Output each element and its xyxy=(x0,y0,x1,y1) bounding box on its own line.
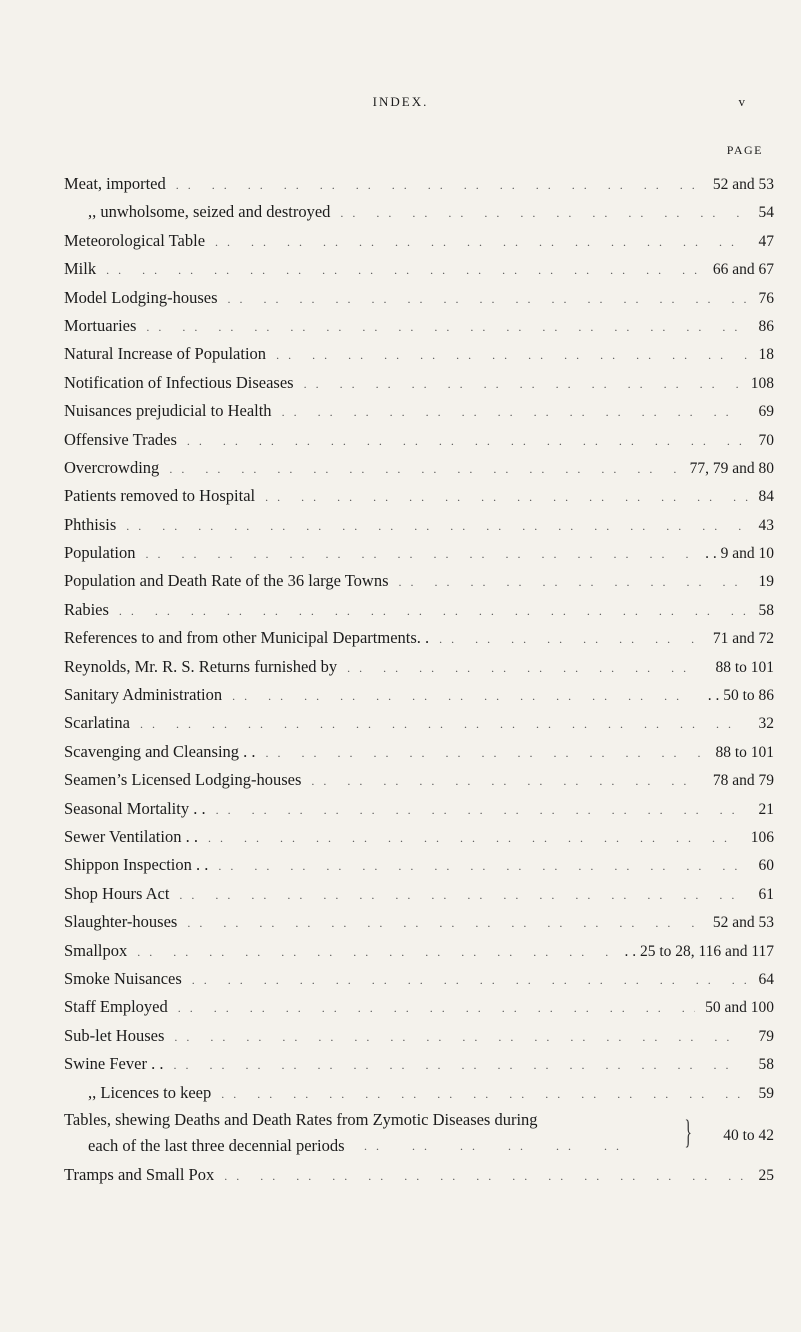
entry-page: 59 xyxy=(758,1084,774,1102)
dot-leader xyxy=(276,341,748,369)
entry-label: Patients removed to Hospital xyxy=(64,486,256,506)
entry-label: Scarlatina xyxy=(64,713,130,733)
entry-page: 18 xyxy=(758,346,774,364)
dot-leader xyxy=(228,285,749,313)
dot-leader xyxy=(265,483,748,511)
entry-label: Phthisis xyxy=(64,514,117,534)
entry-label: Offensive Trades xyxy=(64,429,177,449)
index-entry xyxy=(64,965,774,993)
entry-page: 60 xyxy=(758,857,774,875)
entry-page: 84 xyxy=(758,488,774,506)
entry-label: Scavenging and Cleansing . . xyxy=(64,741,256,761)
index-entry xyxy=(64,766,774,794)
dot-leader xyxy=(340,199,748,227)
index-entry xyxy=(64,482,774,510)
page-number: v xyxy=(738,94,745,109)
entry-label: ,, Licences to keep xyxy=(88,1082,212,1102)
entry-label: Seasonal Mortality . . xyxy=(64,798,206,818)
index-entry xyxy=(64,397,774,425)
entry-page: 58 xyxy=(758,601,774,619)
dot-leader xyxy=(119,597,749,625)
dot-leader xyxy=(176,171,703,199)
entry-label: Shippon Inspection . . xyxy=(64,855,209,875)
dot-leader xyxy=(137,938,614,966)
dot-leader xyxy=(146,540,696,568)
dot-leader xyxy=(216,796,749,824)
entry-label: Notification of Infectious Diseases xyxy=(64,372,294,392)
entry-label: ,, unwholsome, seized and destroyed xyxy=(88,202,331,222)
dot-leader xyxy=(439,625,703,653)
running-head: INDEX. xyxy=(372,94,429,109)
index-entry xyxy=(64,624,774,652)
entry-label: Natural Increase of Population xyxy=(64,344,267,364)
entry-page: 86 xyxy=(758,317,774,335)
index-entry xyxy=(64,823,774,851)
entry-page: 79 xyxy=(758,1027,774,1045)
entry-page: 106 xyxy=(750,828,774,846)
entry-list xyxy=(64,170,774,1107)
dot-leader xyxy=(221,1080,748,1108)
dot-leader xyxy=(224,1162,748,1190)
entry-label: Seamen’s Licensed Lodging-houses xyxy=(64,770,302,790)
entry-label: Shop Hours Act xyxy=(64,883,170,903)
index-entry xyxy=(64,738,774,766)
dot-leader xyxy=(232,682,698,710)
entry-page: 40 to 42 xyxy=(723,1126,774,1144)
entry-page: 43 xyxy=(758,516,774,534)
dot-leader xyxy=(218,852,748,880)
dot-leader xyxy=(178,994,695,1022)
entry-label: Nuisances prejudicial to Health xyxy=(64,401,272,421)
entry-page: 52 and 53 xyxy=(712,914,774,932)
dot-leader xyxy=(311,767,702,795)
index-entry xyxy=(64,709,774,737)
dot-leader xyxy=(187,909,703,937)
dot-leader xyxy=(174,1023,748,1051)
index-entry xyxy=(64,284,774,312)
dot-leader xyxy=(266,739,706,767)
index-entry xyxy=(64,567,774,595)
entry-page: 54 xyxy=(758,204,774,222)
brace-icon: } xyxy=(684,1113,692,1151)
entry-page: 32 xyxy=(758,715,774,733)
entry-label: Milk xyxy=(64,259,97,279)
dot-leader xyxy=(304,370,741,398)
entry-label: Reynolds, Mr. R. S. Returns furnished by xyxy=(64,656,338,676)
index-entry-tables xyxy=(64,1107,774,1161)
entry-page: 21 xyxy=(758,800,774,818)
entry-page: 19 xyxy=(758,573,774,591)
entry-page: 47 xyxy=(758,232,774,250)
index-entry xyxy=(64,681,774,709)
dot-leader xyxy=(179,881,748,909)
index-entry xyxy=(64,1050,774,1078)
entry-page: 76 xyxy=(758,289,774,307)
dot-leader xyxy=(146,313,748,341)
dot-leader xyxy=(106,256,703,284)
entry-page: 25 xyxy=(758,1166,774,1184)
index-entry xyxy=(64,340,774,368)
entry-page: 70 xyxy=(758,431,774,449)
dot-leader xyxy=(187,427,749,455)
dot-leader xyxy=(140,710,749,738)
entry-label: Overcrowding xyxy=(64,457,160,477)
dot-leader xyxy=(347,654,705,682)
index-entry xyxy=(64,255,774,283)
entry-page: 77, 79 and 80 xyxy=(689,459,774,477)
dot-leader xyxy=(215,228,748,256)
entry-page: . . 50 to 86 xyxy=(707,687,774,705)
entry-label: Meat, imported xyxy=(64,174,166,193)
entry-label: Swine Fever . . xyxy=(64,1054,164,1074)
entry-page: . . 9 and 10 xyxy=(705,545,774,563)
index-entry-tramps xyxy=(64,1161,774,1189)
dot-leader: . . . . . . . . . . . . xyxy=(364,1138,622,1153)
entry-page: 50 and 100 xyxy=(705,999,774,1017)
index-entry xyxy=(64,369,774,397)
entry-label: References to and from other Municipal Departments. . xyxy=(64,628,430,648)
index-entry xyxy=(64,908,774,936)
index-entry xyxy=(64,198,774,226)
index-entry xyxy=(64,511,774,539)
entry-label: Staff Employed xyxy=(64,997,168,1017)
dot-leader xyxy=(126,512,748,540)
index-entry xyxy=(64,312,774,340)
index-entry xyxy=(64,426,774,454)
entry-page: 71 and 72 xyxy=(712,630,774,648)
entry-page: 108 xyxy=(750,374,774,392)
entry-page: 61 xyxy=(758,885,774,903)
entry-label: Smoke Nuisances xyxy=(64,968,182,988)
index-entry xyxy=(64,653,774,681)
entry-page: 88 to 101 xyxy=(715,743,774,761)
index-entry xyxy=(64,454,774,482)
dot-leader xyxy=(173,1051,748,1079)
index-entry xyxy=(64,227,774,255)
index-entries xyxy=(64,170,774,1189)
entry-label: Mortuaries xyxy=(64,315,137,335)
entry-label: Rabies xyxy=(64,599,109,619)
entry-page: 88 to 101 xyxy=(715,658,774,676)
index-entry xyxy=(64,170,774,198)
entry-page: 78 and 79 xyxy=(712,772,774,790)
entry-label: Smallpox xyxy=(64,940,128,960)
dot-leader xyxy=(192,966,749,994)
entry-label: Sanitary Administration xyxy=(64,685,223,705)
entry-label: Model Lodging-houses xyxy=(64,287,218,307)
dot-leader xyxy=(208,824,741,852)
index-entry xyxy=(64,1022,774,1050)
entry-label-line1: Tables, shewing Deaths and Death Rates from Zymotic Diseases during xyxy=(64,1109,538,1129)
entry-page: . . 25 to 28, 116 and 117 xyxy=(624,942,774,960)
entry-page: 52 and 53 xyxy=(712,176,774,193)
entry-label: Tramps and Small Pox xyxy=(64,1164,215,1184)
entry-page: 66 and 67 xyxy=(712,261,774,279)
entry-label: Sewer Ventilation . . xyxy=(64,826,198,846)
index-entry xyxy=(64,880,774,908)
entry-label: Population xyxy=(64,543,136,563)
page-column-header: PAGE xyxy=(726,143,763,157)
entry-label: Population and Death Rate of the 36 large Towns xyxy=(64,571,389,591)
index-entry xyxy=(64,851,774,879)
index-entry xyxy=(64,1079,774,1107)
index-entry xyxy=(64,795,774,823)
entry-page: 69 xyxy=(758,403,774,421)
index-entry xyxy=(64,539,774,567)
index-entry xyxy=(64,937,774,965)
dot-leader xyxy=(399,568,749,596)
index-entry xyxy=(64,596,774,624)
index-entry xyxy=(64,993,774,1021)
entry-page: 64 xyxy=(758,970,774,988)
entry-label: Meteorological Table xyxy=(64,230,206,250)
entry-label-line2: each of the last three decennial periods xyxy=(88,1135,345,1155)
dot-leader xyxy=(282,398,749,426)
entry-label: Sub-let Houses xyxy=(64,1025,165,1045)
dot-leader xyxy=(169,455,679,483)
entry-label: Slaughter-houses xyxy=(64,912,178,932)
entry-page: 58 xyxy=(758,1056,774,1074)
